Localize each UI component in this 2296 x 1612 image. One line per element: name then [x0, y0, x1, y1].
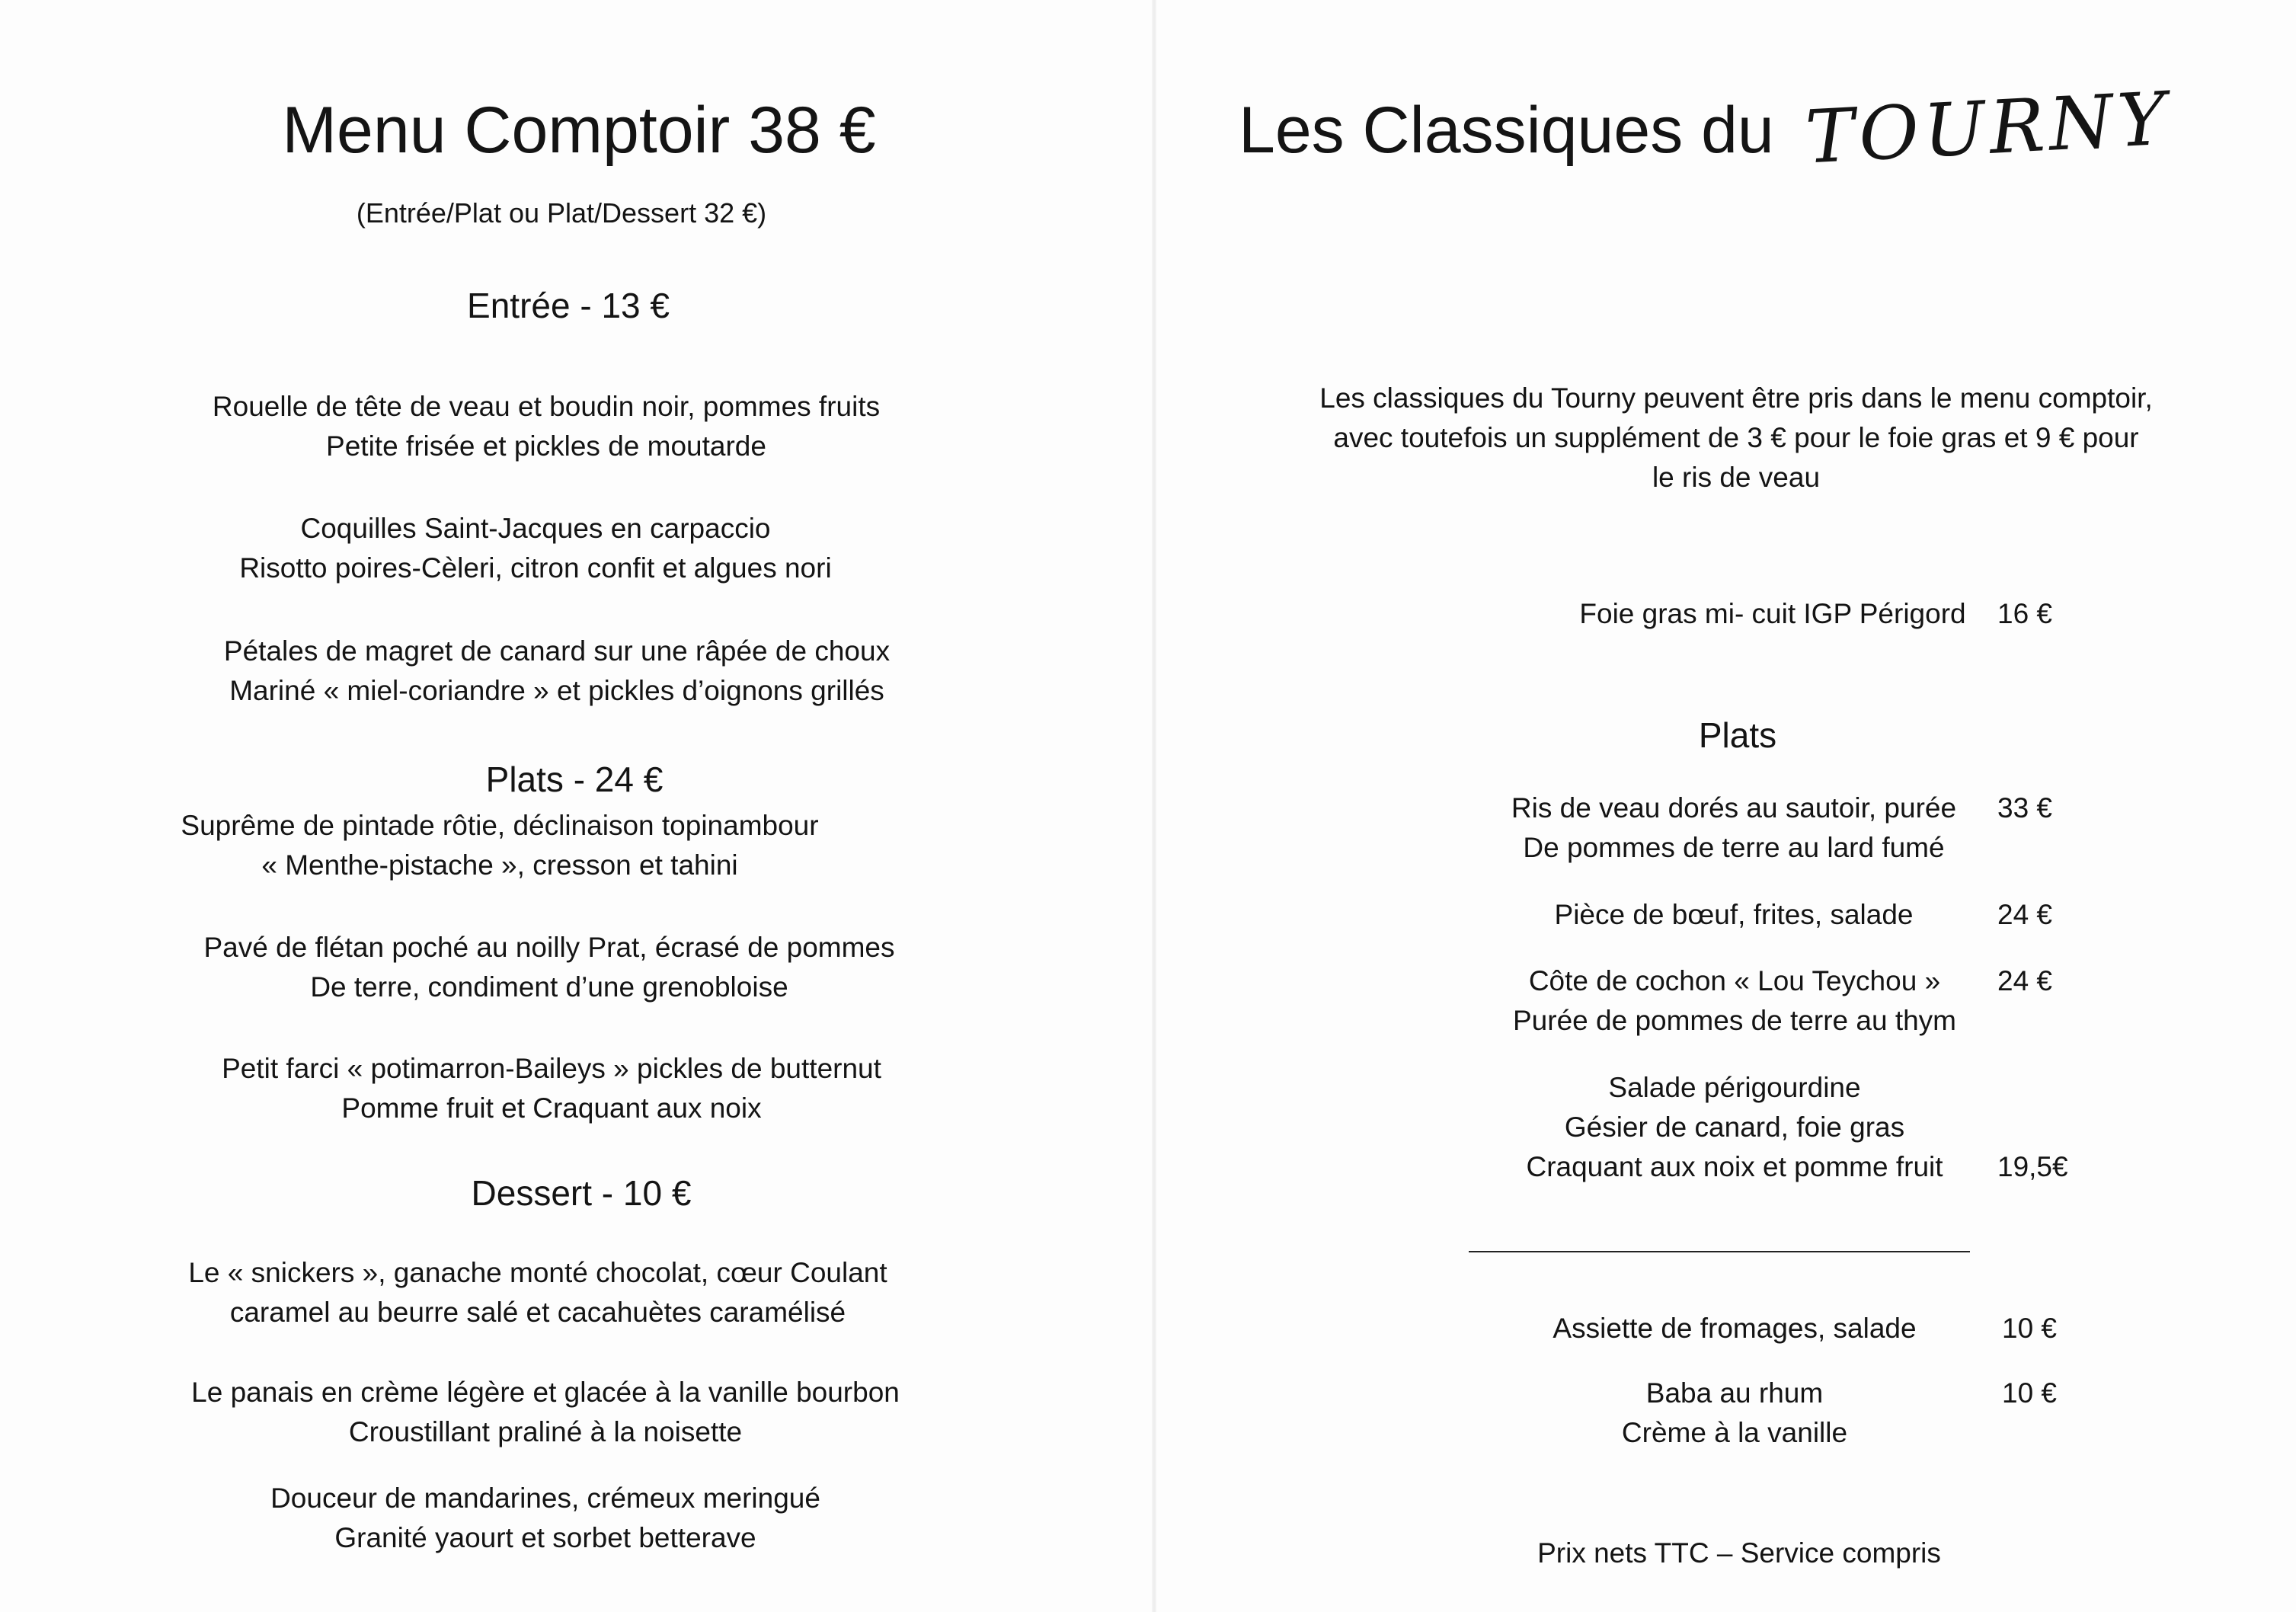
piece-de-boeuf-price: 24 € — [1997, 899, 2053, 930]
section-heading-dessert: Dessert - 10 € — [471, 1173, 692, 1213]
dessert-item-3: Douceur de mandarines, crémeux meringué Granité yaourt et sorbet betterave — [270, 1482, 820, 1553]
menu-comptoir-title: Menu Comptoir 38 € — [282, 94, 876, 167]
classiques-title: Les Classiques du — [1239, 94, 1774, 167]
baba-au-rhum-price: 10 € — [2002, 1377, 2058, 1409]
plats-item-2: Pavé de flétan poché au noilly Prat, écrasé de pommes De terre, condiment d’une grenobloise — [203, 932, 895, 1003]
ris-de-veau-price: 33 € — [1997, 792, 2053, 824]
cote-de-cochon-item: Côte de cochon « Lou Teychou » Purée de pommes de terre au thym — [1512, 965, 1957, 1036]
foie-gras-item: Foie gras mi- cuit IGP Périgord — [1579, 598, 1966, 629]
page-fold — [1152, 0, 1156, 1612]
fromages-item: Assiette de fromages, salade — [1553, 1313, 1917, 1344]
cote-de-cochon-price: 24 € — [1997, 965, 2053, 996]
entree-item-3: Pétales de magret de canard sur une râpée de choux Mariné « miel-coriandre » et pickles d’oignons grillés — [223, 635, 891, 706]
section-heading-plats: Plats - 24 € — [485, 760, 664, 799]
foie-gras-price: 16 € — [1997, 598, 2053, 629]
dessert-item-2: Le panais en crème légère et glacée à la vanille bourbon Croustillant praliné à la noisette — [191, 1377, 900, 1447]
entree-item-2: Coquilles Saint-Jacques en carpaccio Risotto poires-Cèleri, citron confit et algues nori — [239, 513, 832, 584]
classiques-page — [1158, 0, 2296, 1612]
fromages-price: 10 € — [2002, 1313, 2058, 1344]
plats-item-1: Suprême de pintade rôtie, déclinaison topinambour « Menthe-pistache », cresson et tahini — [181, 810, 819, 881]
classiques-plats-heading: Plats — [1698, 715, 1777, 755]
entree-item-1: Rouelle de tête de veau et boudin noir, pommes fruits Petite frisée et pickles de moutarde — [212, 391, 881, 462]
section-divider-line — [1469, 1251, 1970, 1252]
tourny-handwritten-logo: TOURNY — [1803, 75, 2173, 181]
ris-de-veau-item: Ris de veau dorés au sautoir, purée De pommes de terre au lard fumé — [1511, 792, 1957, 863]
piece-de-boeuf-item: Pièce de bœuf, frites, salade — [1554, 899, 1914, 930]
salade-perigourdine-price: 19,5€ — [1997, 1151, 2068, 1182]
footer-note: Prix nets TTC – Service compris — [1537, 1537, 1941, 1569]
menu-comptoir-subtitle: (Entrée/Plat ou Plat/Dessert 32 €) — [356, 197, 767, 229]
baba-au-rhum-item: Baba au rhum Crème à la vanille — [1621, 1377, 1848, 1448]
section-heading-entree: Entrée - 13 € — [467, 286, 670, 325]
plats-item-3: Petit farci « potimarron-Baileys » pickles de butternut Pomme fruit et Craquant aux noix — [222, 1053, 881, 1124]
classiques-intro: Les classiques du Tourny peuvent être pris dans le menu comptoir, avec toutefois un supplément de 3 € pour le foie gras et 9 € pour le ris de veau — [1319, 382, 2153, 493]
dessert-item-1: Le « snickers », ganache monté chocolat, cœur Coulant caramel au beurre salé et cacahuètes caramélisé — [188, 1257, 887, 1328]
salade-perigourdine-item: Salade périgourdine Gésier de canard, foie gras Craquant aux noix et pomme fruit — [1526, 1072, 1943, 1182]
